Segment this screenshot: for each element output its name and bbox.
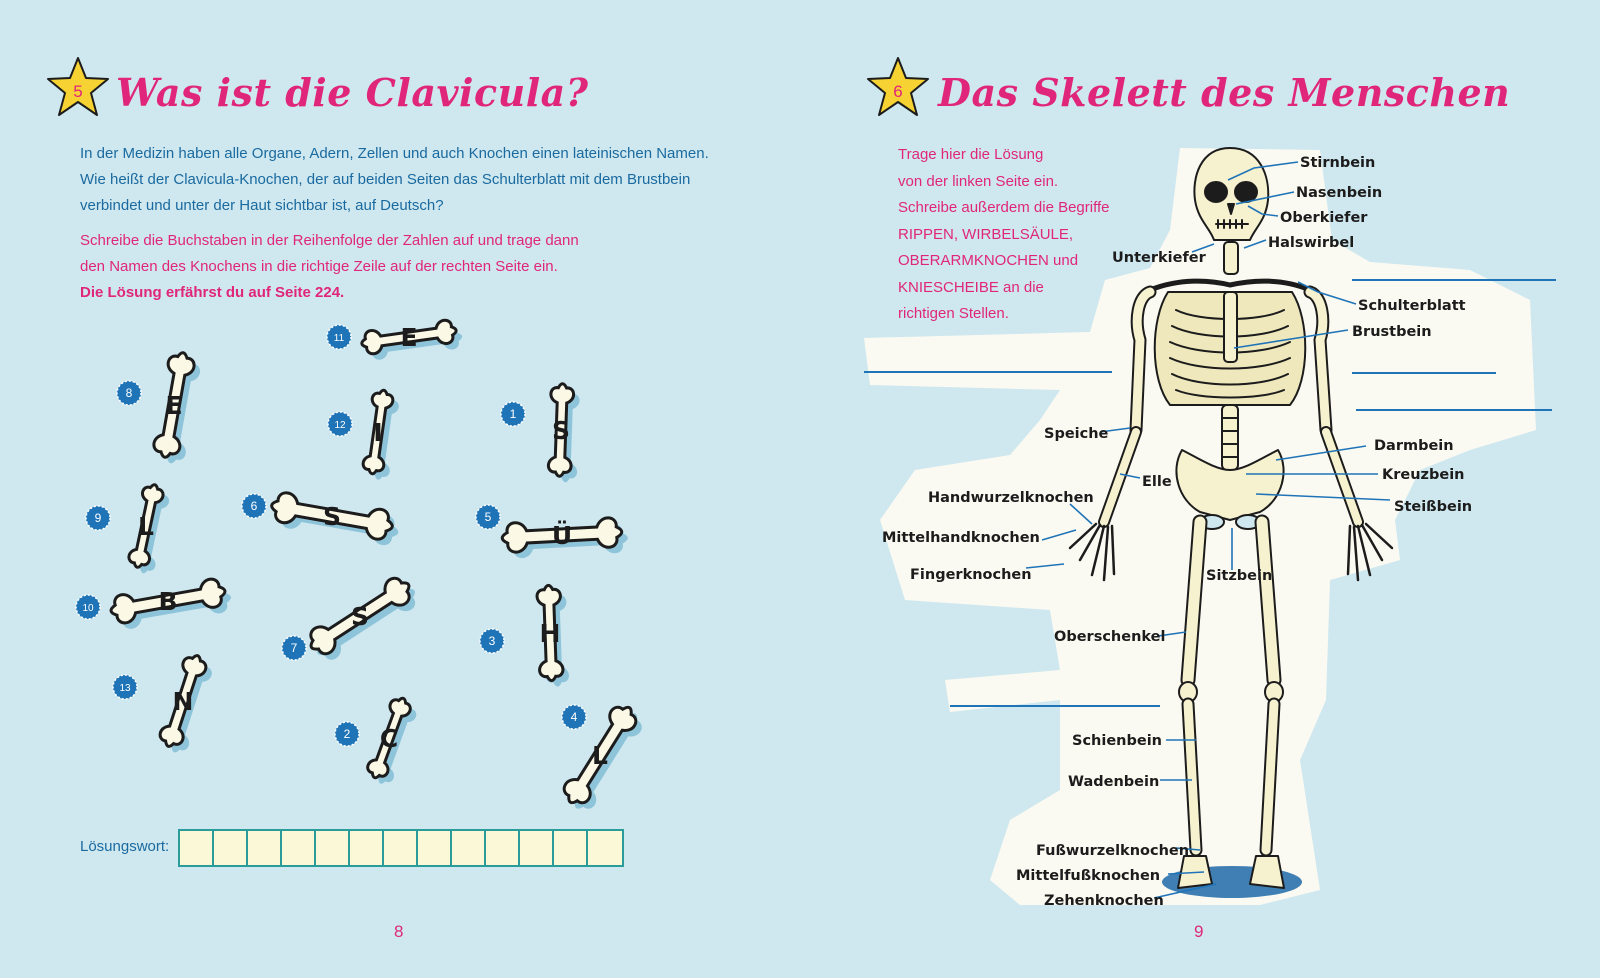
label-steissbein: Steißbein xyxy=(1394,499,1473,515)
label-fusswurzelknochen: Fußwurzelknochen xyxy=(1036,843,1190,859)
bone-letter: L xyxy=(592,741,608,770)
star-number: 5 xyxy=(73,82,83,101)
label-kreuzbein: Kreuzbein xyxy=(1382,467,1465,483)
star-number: 6 xyxy=(893,82,903,101)
label-darmbein: Darmbein xyxy=(1374,438,1454,454)
bone-letter: H xyxy=(539,619,561,648)
badge-number: 7 xyxy=(290,641,298,655)
badge-number: 8 xyxy=(125,386,133,400)
label-mittelhandknochen: Mittelhandknochen xyxy=(882,530,1040,546)
label-fingerknochen: Fingerknochen xyxy=(910,567,1032,583)
instruction-line: Schreibe außerdem die Begriffe xyxy=(898,199,1110,216)
label-elle: Elle xyxy=(1142,474,1172,490)
intro-line: In der Medizin haben alle Organe, Adern, Zellen und auch Knochen einen lateinischen Namen. xyxy=(80,145,709,162)
badge-number: 11 xyxy=(333,333,345,344)
answer-label: Lösungswort: xyxy=(80,838,170,855)
solution-hint: Die Lösung erfährst du auf Seite 224. xyxy=(80,284,345,301)
badge-number: 12 xyxy=(334,420,346,431)
label-schulterblatt: Schulterblatt xyxy=(1358,298,1466,314)
label-mittelfussknochen: Mittelfußknochen xyxy=(1016,868,1161,884)
eye-socket-left xyxy=(1205,182,1227,202)
intro-line: Wie heißt der Clavicula-Knochen, der auf beiden Seiten das Schulterblatt mit dem Brustbein xyxy=(80,171,691,188)
page-title: Was ist die Clavicula? xyxy=(116,70,589,115)
spine xyxy=(1222,405,1238,470)
bone-letter: E xyxy=(165,391,183,420)
intro-line: verbindet und unter der Haut sichtbar ist, auf Deutsch? xyxy=(80,197,444,214)
label-wadenbein: Wadenbein xyxy=(1068,774,1160,790)
instruction-line: von der linken Seite ein. xyxy=(898,172,1059,190)
instruction-line: Trage hier die Lösung xyxy=(898,146,1044,163)
task-line: den Namen des Knochens in die richtige Zeile auf der rechten Seite ein. xyxy=(80,258,558,275)
instruction-line: RIPPEN, WIRBELSÄULE, xyxy=(898,225,1074,243)
badge-number: 2 xyxy=(343,727,351,741)
bone-letter: L xyxy=(138,512,154,541)
bone-letter: N xyxy=(172,687,194,716)
badge-number: 9 xyxy=(94,511,102,525)
bone-letter: C xyxy=(379,724,399,753)
badge-number: 3 xyxy=(488,634,496,648)
bone-letter: E xyxy=(400,323,418,352)
label-nasenbein: Nasenbein xyxy=(1296,185,1383,201)
label-halswirbel: Halswirbel xyxy=(1268,235,1355,251)
badge-number: 10 xyxy=(82,603,94,614)
sternum xyxy=(1224,292,1237,362)
page-number-right: 9 xyxy=(1194,922,1204,941)
label-schienbein: Schienbein xyxy=(1072,733,1162,749)
label-zehenknochen: Zehenknochen xyxy=(1044,893,1164,909)
label-unterkiefer: Unterkiefer xyxy=(1112,250,1206,266)
label-stirnbein: Stirnbein xyxy=(1300,155,1376,171)
label-speiche: Speiche xyxy=(1044,426,1109,442)
eye-socket-right xyxy=(1235,182,1257,202)
label-oberkiefer: Oberkiefer xyxy=(1280,210,1368,226)
instruction-line: KNIESCHEIBE an die xyxy=(898,278,1044,296)
task-line: Schreibe die Buchstaben in der Reihenfolge der Zahlen auf und trage dann xyxy=(80,232,579,249)
badge-number: 1 xyxy=(509,407,517,421)
bone-letter: I xyxy=(373,418,383,447)
label-brustbein: Brustbein xyxy=(1352,324,1432,340)
bone-letter: S xyxy=(322,502,342,531)
bone-letter: Ü xyxy=(551,521,573,550)
instruction-line: OBERARMKNOCHEN und xyxy=(898,252,1079,269)
instruction-line: richtigen Stellen. xyxy=(898,305,1009,322)
label-handwurzelknochen: Handwurzelknochen xyxy=(928,490,1094,506)
neck-vertebrae xyxy=(1224,242,1238,274)
badge-number: 13 xyxy=(119,683,131,694)
label-sitzbein: Sitzbein xyxy=(1206,568,1273,584)
bone-letter: S xyxy=(551,416,571,445)
bone-letter: B xyxy=(158,587,178,616)
page-title: Das Skelett des Menschen xyxy=(938,70,1511,115)
badge-number: 6 xyxy=(250,499,258,513)
page-number-left: 8 xyxy=(394,922,404,941)
badge-number: 4 xyxy=(570,710,578,724)
bone-letter: S xyxy=(350,602,370,631)
label-oberschenkel: Oberschenkel xyxy=(1054,629,1166,645)
badge-number: 5 xyxy=(484,510,492,524)
